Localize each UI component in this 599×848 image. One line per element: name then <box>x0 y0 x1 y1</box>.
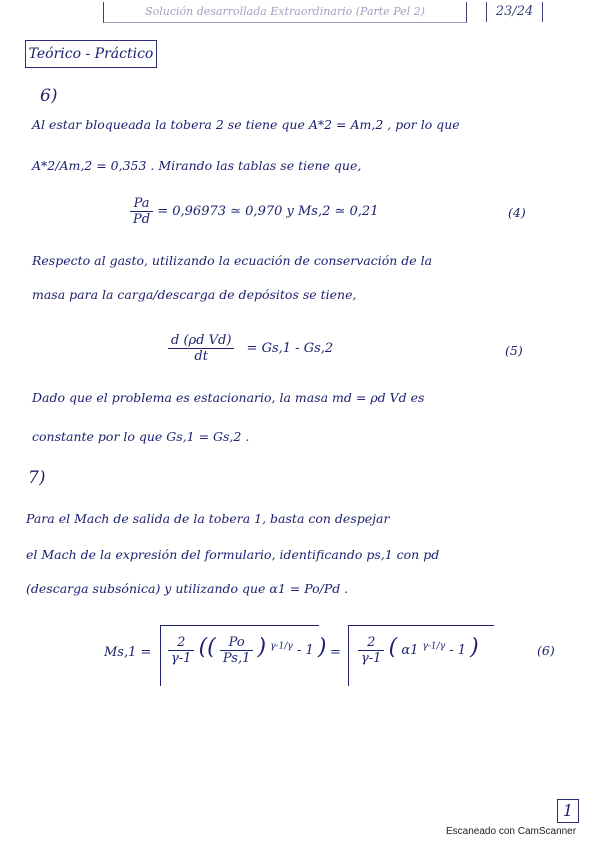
eq5-rhs: = Gs,1 - Gs,2 <box>246 341 334 356</box>
eq6-paren-close-b: ) <box>470 635 479 660</box>
eq6-root2-content <box>358 635 479 666</box>
eq6-minus-one-b: - 1 <box>449 643 467 658</box>
eq4-rest: = 0,96973 ≃ 0,970 y Ms,2 ≃ 0,21 <box>157 204 379 219</box>
equation-5-number: (5) <box>505 343 523 358</box>
eq6-alpha: α1 <box>401 643 419 658</box>
eq6-exponent-b: γ-1/γ <box>422 641 446 652</box>
eq6-equals-2: = <box>330 645 341 660</box>
eq6-paren-close-inner: ) <box>257 635 267 660</box>
eq6-exponent: γ-1/γ <box>270 641 293 652</box>
eq6-two: 2 <box>168 635 194 651</box>
eq6-root1-content <box>168 635 326 666</box>
q7-line-1: Para el Mach de salida de la tobera 1, basta con despejar <box>26 511 390 526</box>
eq6-lhs: Ms,1 = <box>104 645 152 660</box>
question-7-number: 7) <box>28 468 46 488</box>
eq5-fraction <box>168 333 234 364</box>
eq4-fraction <box>130 196 153 227</box>
eq6-two-b: 2 <box>358 635 384 651</box>
eq4-denominator: Pd <box>133 212 151 227</box>
eq6-paren-open-b: ( <box>388 635 398 660</box>
q7-line-2: el Mach de la expresión del formulario, identificando ps,1 con pd <box>26 547 440 562</box>
page-count: 23/24 <box>486 2 543 22</box>
scanner-watermark: Escaneado con CamScanner <box>446 826 577 837</box>
eq6-minus-one: - 1 <box>296 643 314 658</box>
eq6-frac-2-over-gamma-b <box>358 635 384 666</box>
section-label: Teórico - Práctico <box>25 40 157 68</box>
eq6-frac-po-ps <box>220 635 253 666</box>
q6-line-5: Dado que el problema es estacionario, la masa md = ρd Vd es <box>32 390 425 405</box>
q6-line-2: A*2/Am,2 = 0,353 . Mirando las tablas se tiene que, <box>32 158 362 173</box>
eq6-frac-2-over-gamma <box>168 635 194 666</box>
q6-line-3: Respecto al gasto, utilizando la ecuación de conservación de la <box>32 253 433 268</box>
equation-6-number: (6) <box>537 643 555 658</box>
q6-line-6: constante por lo que Gs,1 = Gs,2 . <box>32 429 250 444</box>
eq6-paren-close-outer: ) <box>317 635 327 660</box>
eq6-ps1: Ps,1 <box>222 651 251 666</box>
equation-4 <box>130 196 378 227</box>
q7-line-3: (descarga subsónica) y utilizando que α1 = Po/Pd . <box>26 581 349 596</box>
q6-line-1: Al estar bloqueada la tobera 2 se tiene que A*2 = Am,2 , por lo que <box>32 117 460 132</box>
eq6-po: Po <box>220 635 253 651</box>
equation-4-number: (4) <box>508 205 526 220</box>
question-6-number: 6) <box>40 86 58 106</box>
eq5-numerator: d (ρd Vd) <box>168 333 234 349</box>
equation-5 <box>168 333 333 364</box>
page-number: 1 <box>557 799 579 823</box>
eq6-gamma-minus-one-b: γ-1 <box>361 651 382 666</box>
header-title: Solución desarrollada Extraordinario (Parte Pel 2) <box>103 2 467 23</box>
eq4-numerator: Pa <box>130 196 153 212</box>
eq6-paren-open: (( <box>198 635 216 660</box>
eq5-denominator: dt <box>194 349 208 364</box>
eq6-gamma-minus-one: γ-1 <box>171 651 192 666</box>
q6-line-4: masa para la carga/descarga de depósitos se tiene, <box>32 287 357 302</box>
